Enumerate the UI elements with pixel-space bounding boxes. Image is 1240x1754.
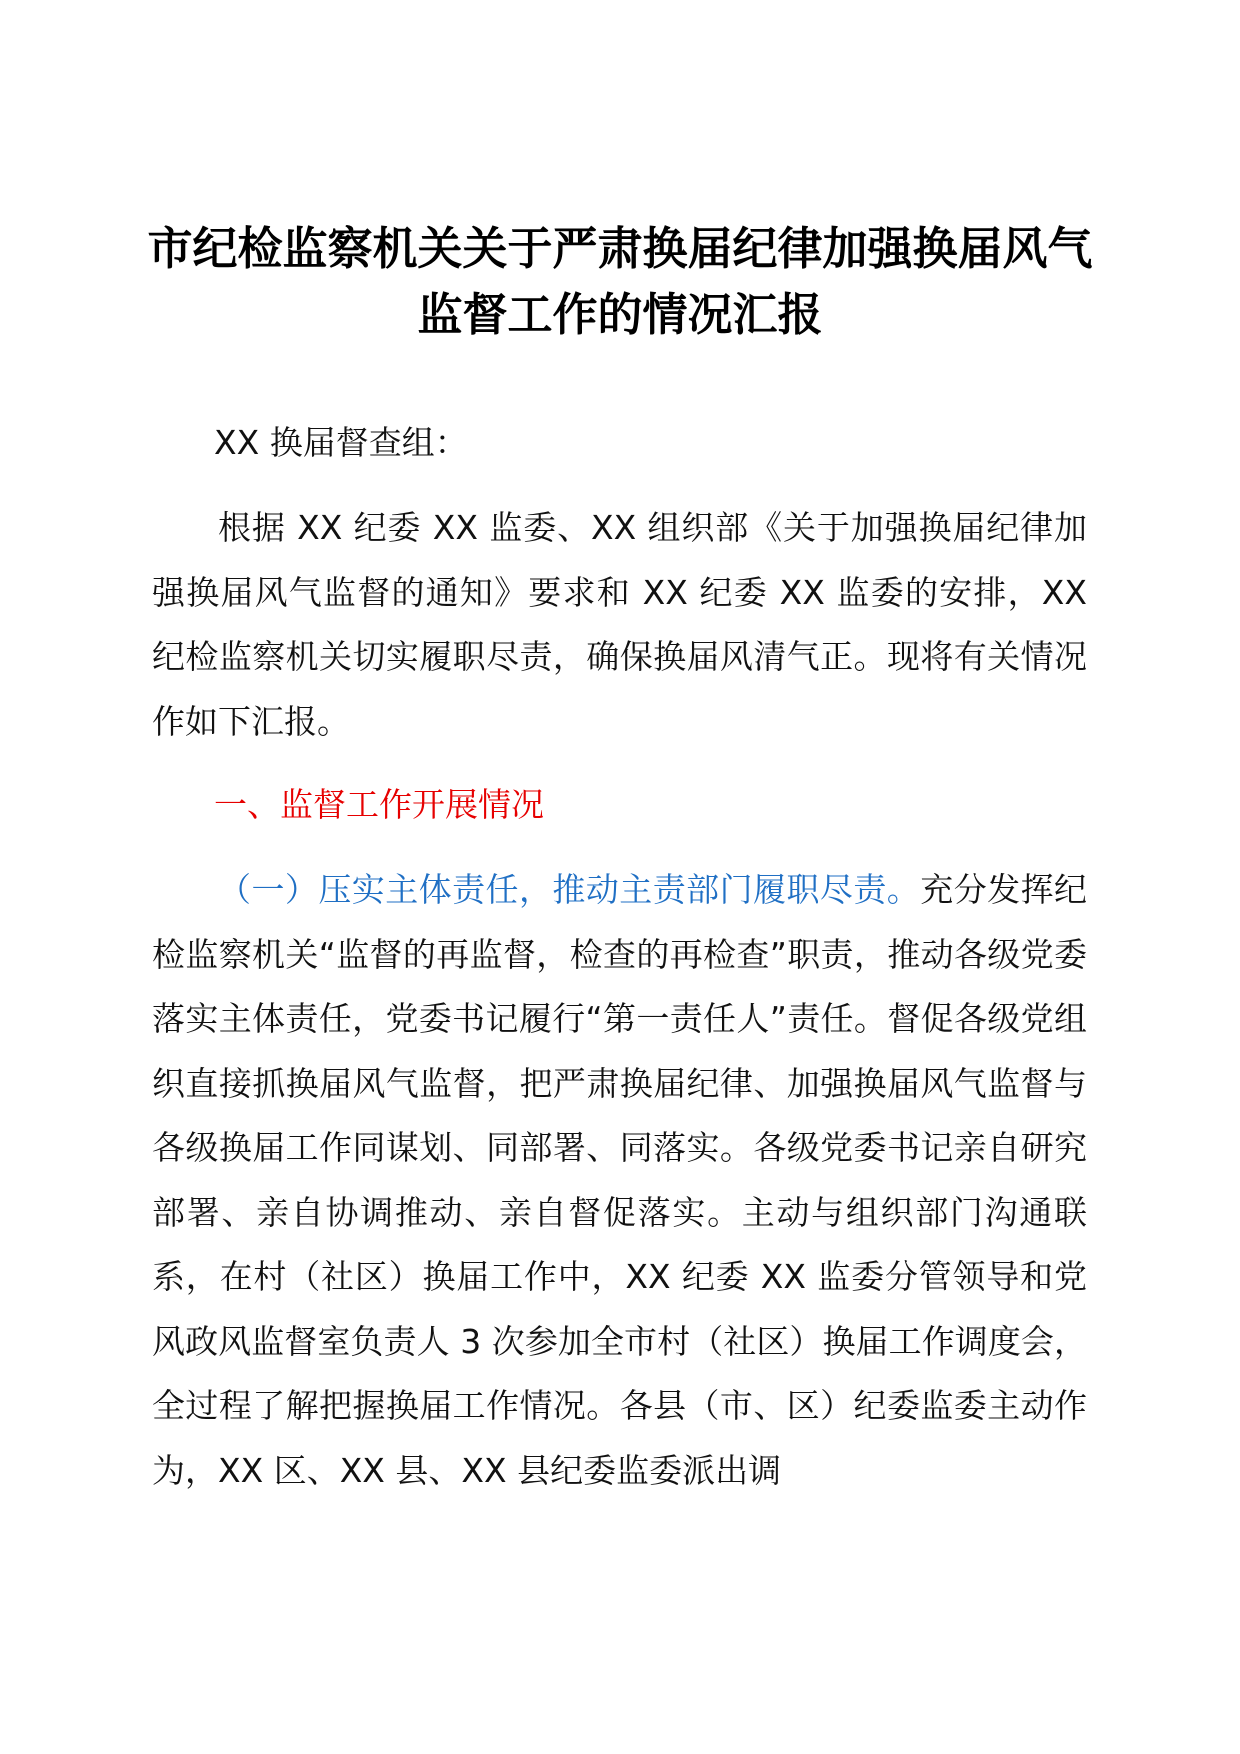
subsection-heading: （一）压实主体责任，推动主责部门履职尽责。 xyxy=(218,870,921,909)
document-title: 市纪检监察机关关于严肃换届纪律加强换届风气监督工作的情况汇报 xyxy=(147,222,1093,341)
subsection-body: 充分发挥纪检监察机关“监督的再监督，检查的再检查”职责，推动各级党委落实主体责任，党委书记履行“第一责任人”责任。督促各级党组织直接抓换届风气监督，把严肃换届纪律、加强换届风气监督与各级换届工作同谋划、同部署、同落实。各级党委书记亲自研究部署、亲自协调推动、亲自督促落实。主动与组织部门沟通联系，在村（社区）换届工作中，XX 纪委 XX 监委分管领导和党风政风监督室负责人 3 次参加全市村（社区）换届工作调度会，全过程了解把握换届工作情况。各县（市、区）纪委监委主动作为，XX 区、XX 县、XX 县纪委监委派出调 xyxy=(152,870,1088,1490)
subsection-paragraph xyxy=(152,858,1087,1503)
salutation: XX 换届督查组： xyxy=(214,423,468,462)
intro-paragraph: 根据 XX 纪委 XX 监委、XX 组织部《关于加强换届纪律加强换届风气监督的通知》要求和 XX 纪委 XX 监委的安排，XX 纪检监察机关切实履职尽责，确保换届风清气正。现将有关情况作如下汇报。 xyxy=(152,508,1087,741)
section-heading: 一、监督工作开展情况 xyxy=(214,785,544,824)
